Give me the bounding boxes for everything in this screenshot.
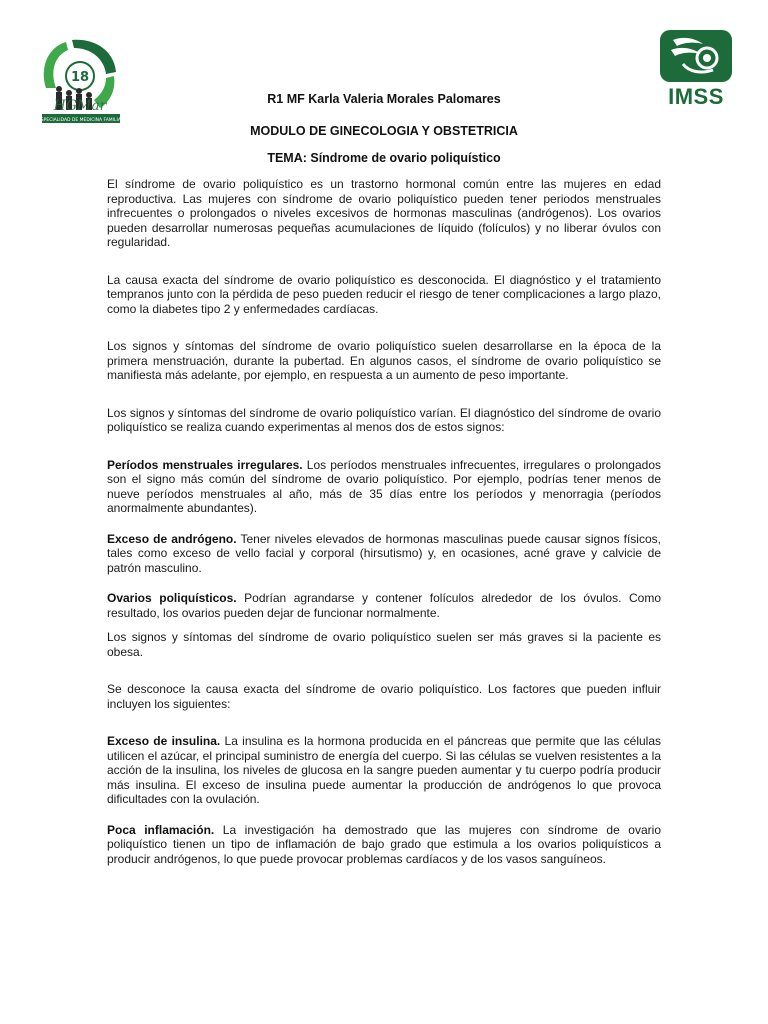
hospital-logo (36, 36, 122, 128)
author-name: R1 MF Karla Valeria Morales Palomares (267, 92, 501, 106)
paragraph-obesity: Los signos y síntomas del síndrome de ovario poliquístico suelen ser más graves si la paciente es obesa. (107, 630, 661, 659)
paragraph-factors: Se desconoce la causa exacta del síndrome de ovario poliquístico. Los factores que pueden influir incluyen los siguientes: (107, 682, 661, 711)
paragraph-polycystic: Ovarios poliquísticos. Podrían agrandarse y contener folículos alrededor de los óvulos. Como resultado, los ovarios pueden dejar de funcionar normalmente. (107, 591, 661, 620)
module-title: MODULO DE GINECOLOGIA Y OBSTETRICIA (250, 124, 518, 138)
paragraph-intro: El síndrome de ovario poliquístico es un trastorno hormonal común entre las mujeres en edad reproductiva. Las mujeres con síndrome de ovario poliquístico pueden tener periodos menstruales infrecuentes o prolongados o niveles excesivos de hormonas masculinas (andrógenos). Los ovarios pueden desarrollar numerosas pequeñas acumulaciones de líquido (folículos) y no liberar óvulos con regularidad. (107, 177, 661, 249)
paragraph-diagnosis: Los signos y síntomas del síndrome de ovario poliquístico varían. El diagnóstico del síndrome de ovario poliquístico se realiza cuando experimentas al menos dos de estos signos: (107, 405, 661, 434)
paragraph-onset: Los signos y síntomas del síndrome de ovario poliquístico suelen desarrollarse en la época de la primera menstruación, durante la pubertad. En algunos casos, el síndrome de ovario poliquístico se manifiesta más adelante, por ejemplo, en respuesta a un aumento de peso importante. (107, 339, 661, 382)
paragraph-insulin: Exceso de insulina. La insulina es la hormona producida en el páncreas que permite que las células utilicen el azúcar, el principal suministro de energía del cuerpo. Si las células se vuelven resistentes a la acción de la insulina, los niveles de glucosa en la sangre pueden aumentar y tu cuerpo podría producir más insulina. El exceso de insulina puede aumentar la producción de andrógenos lo que provoca dificultades con la ovulación. (107, 734, 662, 806)
paragraph-inflammation: Poca inflamación. La investigación ha demostrado que las mujeres con síndrome de ovario poliquístico tienen un tipo de inflamación de bajo grado que estimula a los ovarios poliquísticos a producir andrógenos, lo que puede provocar problemas cardíacos y de los vasos sanguíneos. (107, 822, 661, 866)
document-body (107, 177, 661, 866)
logo-brand: HGMar (53, 98, 107, 114)
paragraph-androgen: Exceso de andrógeno. Tener niveles elevados de hormonas masculinas puede causar signos físicos, tales como exceso de vello facial y corporal (hirsutismo) y, en ocasiones, acné grave y calvicie de patrón masculino. (107, 531, 661, 575)
logo-number: 18 (70, 70, 90, 85)
imss-wordmark: IMSS (668, 84, 724, 109)
paragraph-cause: La causa exacta del síndrome de ovario poliquístico es desconocida. El diagnóstico y el tratamiento tempranos junto con la pérdida de peso pueden reducir el riesgo de tener complicaciones a largo plazo, como la diabetes tipo 2 y enfermedades cardíacas. (107, 272, 661, 316)
logo-caption: ESPECIALIDAD DE MEDICINA FAMILIAR (37, 118, 122, 123)
topic-title: TEMA: Síndrome de ovario poliquístico (267, 151, 501, 165)
paragraph-irregular-periods: Períodos menstruales irregulares. Los períodos menstruales infrecuentes, irregulares o prolongados son el signo más común del síndrome de ovario poliquístico. Por ejemplo, podrías tener menos de nueve períodos menstruales al año, más de 35 días entre los períodos y menorragia (períodos anormalmente abundantes). (107, 457, 661, 515)
